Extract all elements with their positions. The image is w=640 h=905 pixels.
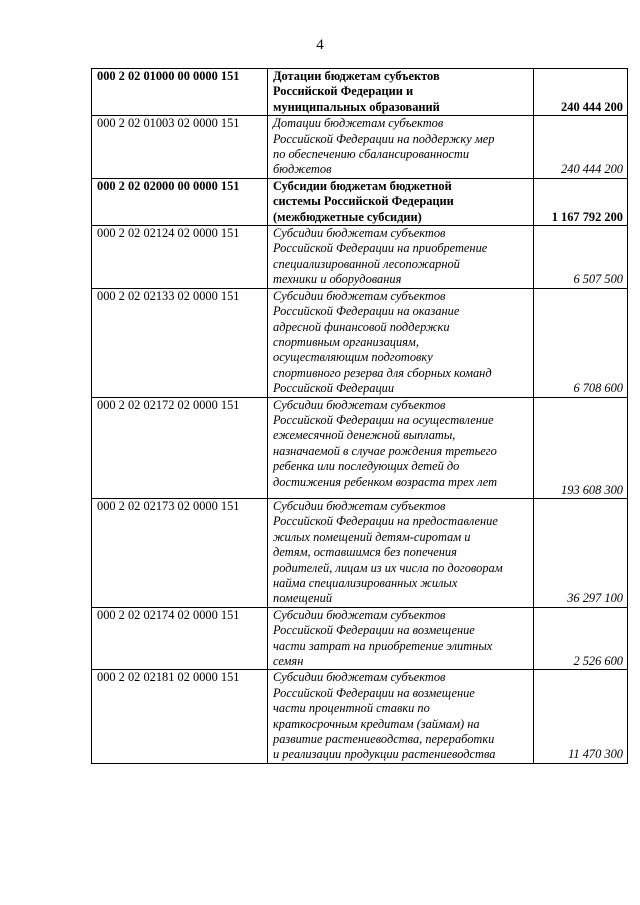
budget-item-name: Субсидии бюджетам субъектов Российской Федерации на возмещение части процентной ставки по краткосрочным кредитам (займам) на развитие растениеводства, переработки и реализации продукции растениеводства: [268, 670, 534, 763]
budget-item-name: Субсидии бюджетам бюджетной системы Российской Федерации (межбюджетные субсидии): [268, 178, 534, 225]
table-row: [92, 116, 628, 179]
budget-item-name: Дотации бюджетам субъектов Российской Федерации на поддержку мер по обеспечению сбалансированности бюджетов: [268, 116, 534, 179]
budget-amount: 1 167 792 200: [534, 178, 628, 225]
budget-code: 000 2 02 02172 02 0000 151: [92, 397, 268, 498]
budget-code: 000 2 02 02133 02 0000 151: [92, 288, 268, 397]
budget-code: 000 2 02 02174 02 0000 151: [92, 607, 268, 670]
table-row: [92, 670, 628, 763]
budget-amount: 36 297 100: [534, 498, 628, 607]
budget-code: 000 2 02 02124 02 0000 151: [92, 226, 268, 289]
budget-item-name: Субсидии бюджетам субъектов Российской Федерации на оказание адресной финансовой поддержки спортивным организациям, осуществляющим подготовку спортивного резерва для сборных команд Российской Федерации: [268, 288, 534, 397]
budget-item-name: Субсидии бюджетам субъектов Российской Федерации на предоставление жилых помещений детям-сиротам и детям, оставшимся без попечения родителей, лицам из их числа по договорам найма специализированных жилых помещений: [268, 498, 534, 607]
budget-amount: 193 608 300: [534, 397, 628, 498]
table-row: [92, 226, 628, 289]
budget-table-body: [92, 69, 628, 764]
budget-code: 000 2 02 01003 02 0000 151: [92, 116, 268, 179]
budget-item-name: Субсидии бюджетам субъектов Российской Федерации на приобретение специализированной лесопожарной техники и оборудования: [268, 226, 534, 289]
budget-amount: 240 444 200: [534, 69, 628, 116]
budget-amount: 6 507 500: [534, 226, 628, 289]
table-row: [92, 178, 628, 225]
budget-item-name: Субсидии бюджетам субъектов Российской Федерации на возмещение части затрат на приобретение элитных семян: [268, 607, 534, 670]
table-row: [92, 498, 628, 607]
budget-table: [91, 68, 628, 764]
budget-code: 000 2 02 02173 02 0000 151: [92, 498, 268, 607]
budget-item-name: Дотации бюджетам субъектов Российской Федерации и муниципальных образований: [268, 69, 534, 116]
table-row: [92, 607, 628, 670]
table-row: [92, 69, 628, 116]
table-row: [92, 397, 628, 498]
budget-amount: 240 444 200: [534, 116, 628, 179]
budget-amount: 6 708 600: [534, 288, 628, 397]
budget-amount: 11 470 300: [534, 670, 628, 763]
budget-code: 000 2 02 02000 00 0000 151: [92, 178, 268, 225]
budget-code: 000 2 02 01000 00 0000 151: [92, 69, 268, 116]
budget-amount: 2 526 600: [534, 607, 628, 670]
page-number: 4: [316, 37, 324, 53]
budget-item-name: Субсидии бюджетам субъектов Российской Федерации на осуществление ежемесячной денежной выплаты, назначаемой в случае рождения третьего ребенка или последующих детей до достижения ребенком возраста трех лет: [268, 397, 534, 498]
budget-code: 000 2 02 02181 02 0000 151: [92, 670, 268, 763]
table-row: [92, 288, 628, 397]
